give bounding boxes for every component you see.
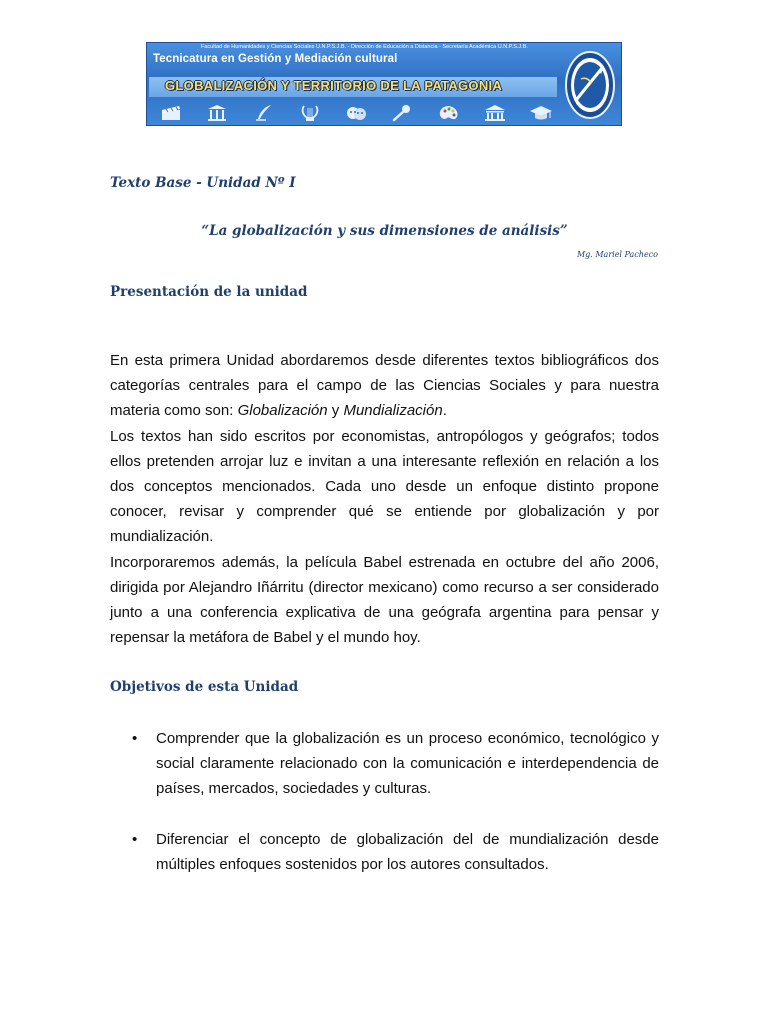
intro-text: En esta primera Unidad abordaremos desde diferentes textos bibliográficos dos categorías centrales para el campo de las Ciencias Sociales y para nuestra materia como son: (110, 352, 659, 420)
palette-icon (437, 104, 461, 122)
list-item (110, 726, 659, 802)
document-title: “La globalización y sus dimensiones de análisis” (201, 223, 568, 239)
museum-icon (483, 104, 507, 122)
lyre-icon (298, 104, 322, 122)
intro-connector: y (327, 402, 344, 420)
intro-paragraph-1 (110, 348, 659, 424)
unit-title: Texto Base - Unidad Nº I (110, 175, 296, 191)
intro-period: . (442, 402, 447, 420)
objectives-list (110, 726, 659, 902)
intro-paragraph-2: Los textos han sido escritos por economistas, antropólogos y geógrafos; todos ellos pretenden arrojar luz e invitan a una interesante reflexión en relación a los dos conceptos mencionados. Cada uno desde un enfoque distinto propone conocer, revisar y comprender qué se entiende por globalización y por mundialización. (110, 427, 659, 546)
section-heading-presentation: Presentación de la unidad (110, 284, 308, 300)
graduation-cap-icon (529, 104, 553, 122)
banner-subtitle: Tecnicatura en Gestión y Mediación cultural (153, 53, 398, 65)
microphone-icon (390, 104, 414, 122)
bullet-icon: • (132, 730, 138, 747)
section-heading-objectives: Objetivos de esta Unidad (110, 679, 299, 695)
list-item (110, 827, 659, 877)
banner-institution-line: Facultad de Humanidades y Ciencias Sociales U.N.P.S.J.B. - Dirección de Educación a Distancia - Secretaría Académica U.N.P.S.J.B. (201, 44, 528, 50)
columns-icon (205, 104, 229, 122)
masks-icon (344, 104, 368, 122)
university-logo-icon (563, 49, 617, 121)
presentation-body (110, 348, 659, 650)
intro-paragraph-3: Incorporaremos además, la película Babel estrenada en octubre del año 2006, dirigida por Alejandro Iñárritu (director mexicano) como recurso a ser considerado junto a una conferencia explicativa de una geógrafa argentina para pensar y repensar la metáfora de Babel y el mundo hoy. (110, 553, 659, 647)
banner-icon-row (151, 101, 561, 125)
header-banner (146, 42, 622, 126)
film-icon (159, 104, 183, 122)
objective-text: Diferenciar el concepto de globalización del de mundialización desde múltiples enfoques sostenidos por los autores consultados. (156, 830, 659, 873)
author-name: Mg. Mariel Pacheco (576, 250, 658, 259)
bullet-icon: • (132, 830, 138, 848)
term-mundializacion: Mundialización (343, 402, 443, 420)
objective-text: Comprender que la globalización es un proceso económico, tecnológico y social claramente relacionado con la comunicación e interdependencia de países, mercados, sociedades y culturas. (156, 730, 659, 798)
banner-title: GLOBALIZACIÓN Y TERRITORIO DE LA PATAGONIA (165, 78, 503, 93)
quill-icon (252, 104, 276, 122)
term-globalizacion: Globalización (237, 402, 328, 420)
